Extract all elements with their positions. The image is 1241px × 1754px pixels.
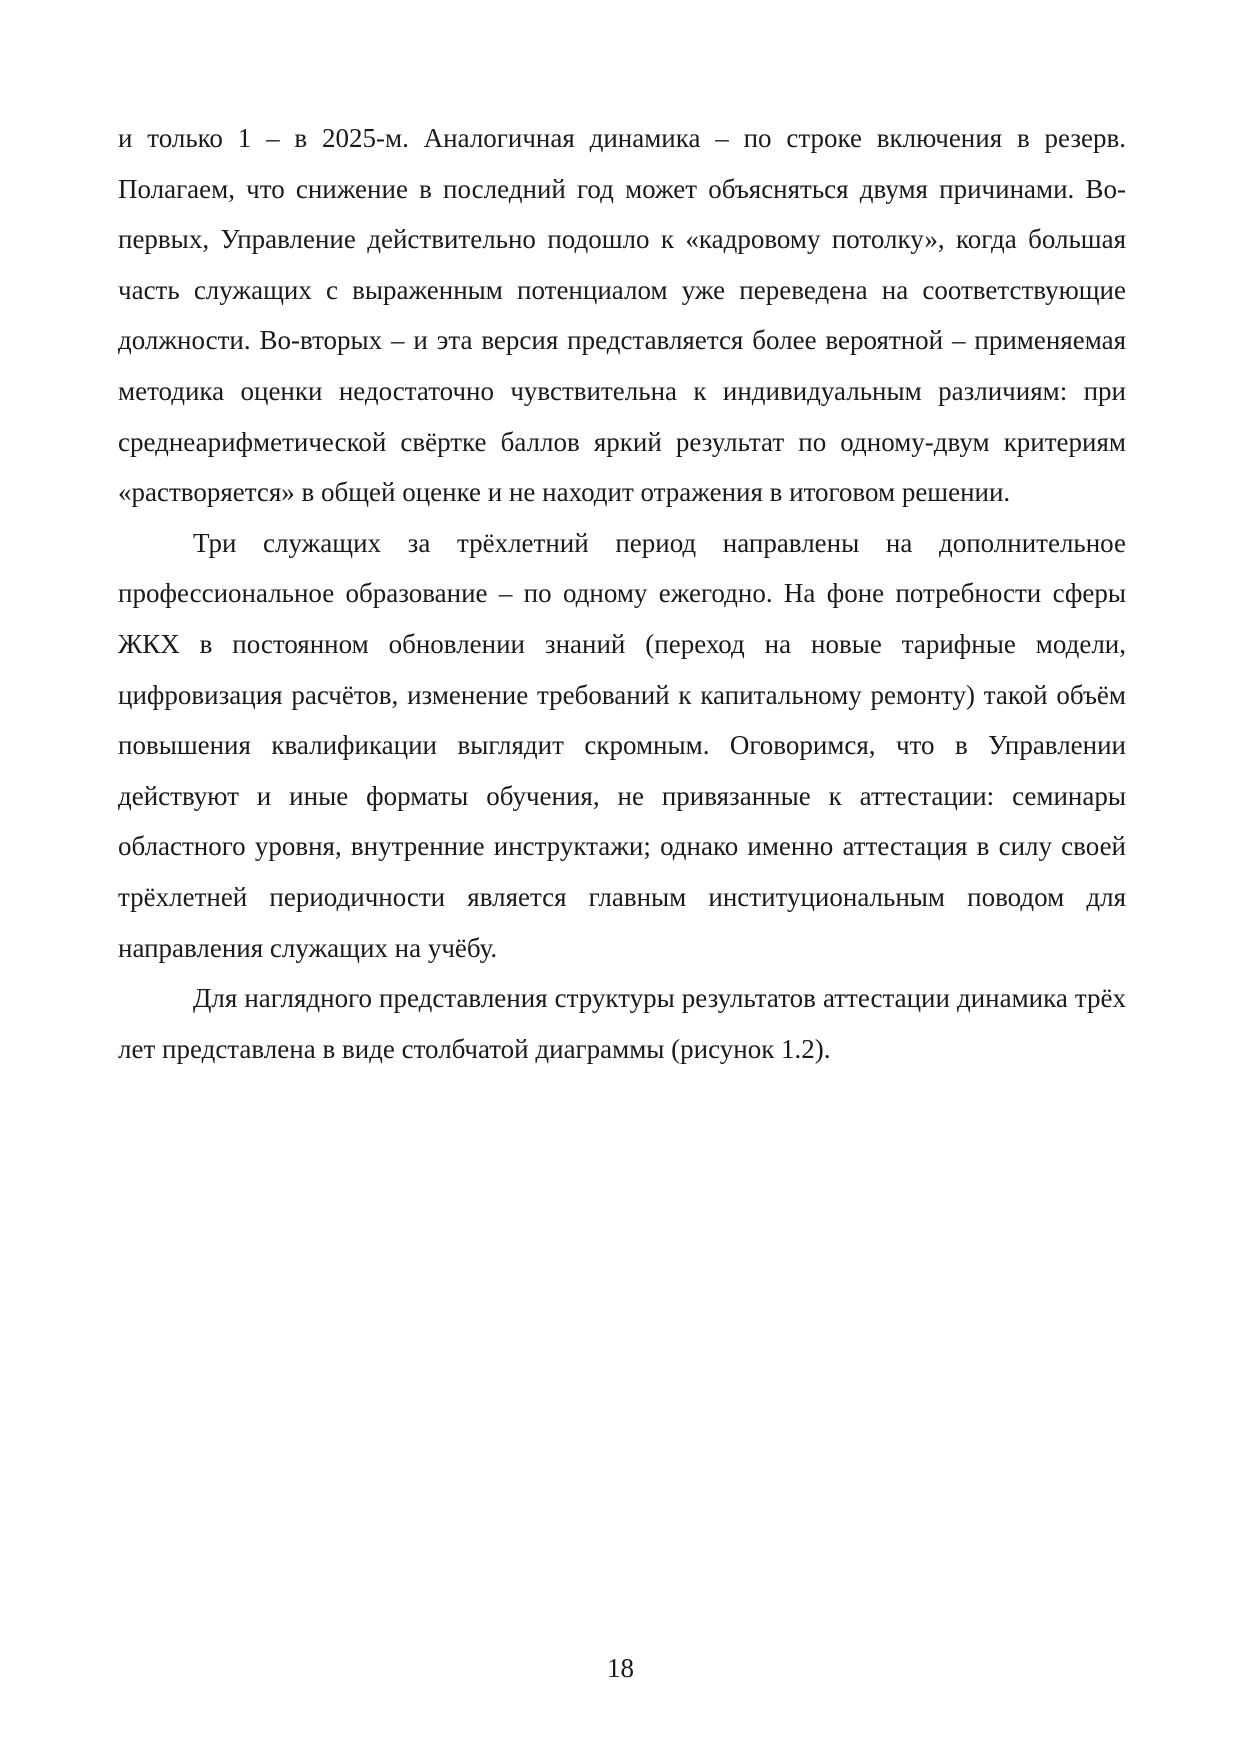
paragraph-1: и только 1 – в 2025-м. Аналогичная динамика – по строке включения в резерв. Полагаем, что снижение в последний год может объясняться двумя причинами. Во-первых, Управление действительно подошло к «кадровому потолку», когда большая часть служащих с выраженным потенциалом уже переведена на соответствующие должности. Во-вторых – и эта версия представляется более вероятной – применяемая методика оценки недостаточно чувствительна к индивидуальным различиям: при среднеарифметической свёртке баллов яркий результат по одному-двум критериям «растворяется» в общей оценке и не находит отражения в итоговом решении. xyxy=(118,123,1126,508)
page-number: 18 xyxy=(607,1653,634,1683)
document-body xyxy=(118,113,1126,1074)
paragraph-3: Для наглядного представления структуры результатов аттестации динамика трёх лет представлена в виде столбчатой диаграммы (рисунок 1.2). xyxy=(118,983,1126,1064)
paragraph-2: Три служащих за трёхлетний период направлены на дополнительное профессиональное образование – по одному ежегодно. На фоне потребности сферы ЖКХ в постоянном обновлении знаний (переход на новые тарифные модели, цифровизация расчётов, изменение требований к капитальному ремонту) такой объём повышения квалификации выглядит скромным. Оговоримся, что в Управлении действуют и иные форматы обучения, не привязанные к аттестации: семинары областного уровня, внутренние инструктажи; однако именно аттестация в силу своей трёхлетней периодичности является главным институциональным поводом для направления служащих на учёбу. xyxy=(118,527,1126,963)
